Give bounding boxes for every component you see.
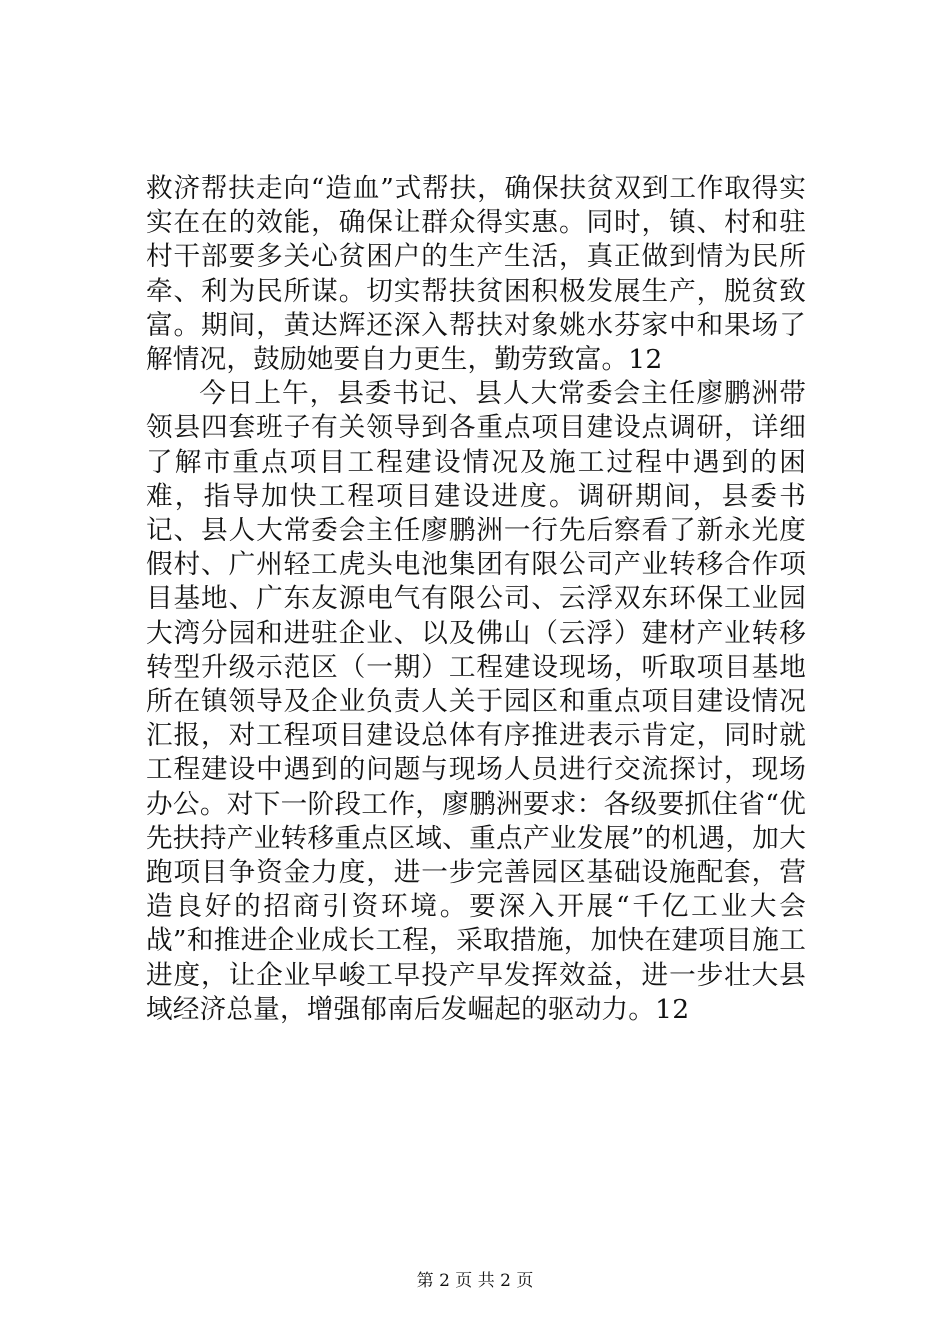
page-number-label: 第 2 页 共 2 页 (416, 1271, 534, 1291)
page-footer (0, 1270, 950, 1292)
paragraph-2: 今日上午，县委书记、县人大常委会主任廖鹏洲带领县四套班子有关领导到各重点项目建设点调研，详细了解市重点项目工程建设情况及施工过程中遇到的困难，指导加快工程项目建设进度。调研期间，县委书记、县人大常委会主任廖鹏洲一行先后察看了新永光度假村、广州轻工虎头电池集团有限公司产业转移合作项目基地、广东友源电气有限公司、云浮双东环保工业园大湾分园和进驻企业、以及佛山（云浮）建材产业转移转型升级示范区（一期）工程建设现场，听取项目基地所在镇领导及企业负责人关于园区和重点项目建设情况汇报，对工程项目建设总体有序推进表示肯定，同时就工程建设中遇到的问题与现场人员进行交流探讨，现场办公。对下一阶段工作，廖鹏洲要求：各级要抓住省“优先扶持产业转移重点区域、重点产业发展”的机遇，加大跑项目争资金力度，进一步完善园区基础设施配套，营造良好的招商引资环境。要深入开展“千亿工业大会战”和推进企业成长工程，采取措施，加快在建项目施工进度，让企业早峻工早投产早发挥效益，进一步壮大县域经济总量，增强郁南后发崛起的驱动力。12 (146, 378, 806, 1025)
document-body (146, 172, 806, 1027)
paragraph-1: 救济帮扶走向“造血”式帮扶，确保扶贫双到工作取得实实在在的效能，确保让群众得实惠。同时，镇、村和驻村干部要多关心贫困户的生产生活，真正做到情为民所牵、利为民所谋。切实帮扶贫困积极发展生产，脱贫致富。期间，黄达辉还深入帮扶对象姚水芬家中和果场了解情况，鼓励她要自力更生，勤劳致富。12 (146, 173, 806, 376)
